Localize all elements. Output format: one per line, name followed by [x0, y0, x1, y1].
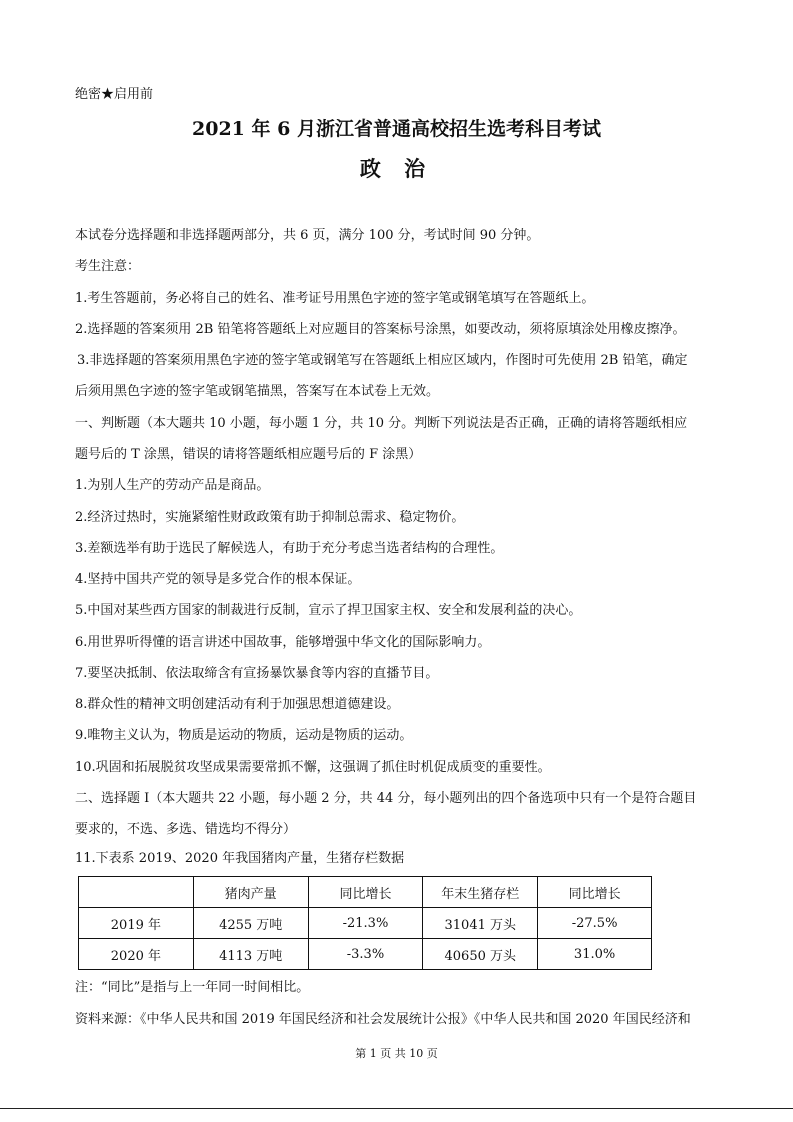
bottom-divider — [0, 1108, 793, 1109]
page-footer: 第 1 页 共 10 页 — [355, 1047, 438, 1060]
question-4: 4.坚持中国共产党的领导是多党合作的根本保证。 — [75, 572, 361, 587]
table-row — [79, 939, 652, 970]
question-7: 7.要坚决抵制、依法取缔含有宣扬暴饮暴食等内容的直播节目。 — [75, 666, 439, 681]
table-cell: 4113 万吨 — [193, 939, 308, 970]
table-cell: -3.3% — [308, 939, 423, 970]
source-text: 资料来源：《中华人民共和国 2019 年国民经济和社会发展统计公报》《中华人民共和国 2020 年国民经济和 — [75, 1012, 691, 1027]
section1-heading: 一、判断题（本大题共 10 小题，每小题 1 分，共 10 分。判断下列说法是否正确，正确的请将答题纸相应 — [75, 416, 688, 431]
pork-data-table — [78, 876, 652, 970]
table-header-cell: 年末生猪存栏 — [423, 877, 538, 908]
table-header-cell: 同比增长 — [308, 877, 423, 908]
table-cell: 31041 万头 — [423, 908, 538, 939]
question-11-stem: 11.下表系 2019、2020 年我国猪肉产量，生猪存栏数据 — [75, 851, 405, 866]
table-cell: 31.0% — [538, 939, 652, 970]
table-header-row — [79, 877, 652, 908]
question-6: 6.用世界听得懂的语言讲述中国故事，能够增强中华文化的国际影响力。 — [75, 635, 491, 650]
question-1: 1.为别人生产的劳动产品是商品。 — [75, 478, 270, 493]
secret-label: 绝密★启用前 — [75, 87, 154, 102]
question-9: 9.唯物主义认为，物质是运动的物质，运动是物质的运动。 — [75, 728, 413, 743]
notice-heading: 考生注意： — [75, 259, 141, 274]
intro-text: 本试卷分选择题和非选择题两部分，共 6 页，满分 100 分，考试时间 90 分钟。 — [75, 228, 540, 243]
section2-heading: 二、选择题 I（本大题共 22 小题，每小题 2 分，共 44 分，每小题列出的四个备选项中只有一个是符合题目 — [75, 791, 697, 806]
notice-item: 3.非选择题的答案须用黑色字迹的签字笔或钢笔写在答题纸上相应区域内，作图时可先使用 2B 铅笔，确定 — [77, 353, 688, 368]
table-note: 注：“同比”是指与上一年同一时间相比。 — [75, 980, 310, 995]
table-cell: 2020 年 — [79, 939, 194, 970]
table-cell: 2019 年 — [79, 908, 194, 939]
notice-item: 2.选择题的答案须用 2B 铅笔将答题纸上对应题目的答案标号涂黑，如要改动，须将原填涂处用橡皮擦净。 — [75, 322, 686, 337]
table-header-cell: 猪肉产量 — [193, 877, 308, 908]
section1-heading: 题号后的 T 涂黑，错误的请将答题纸相应题号后的 F 涂黑） — [75, 447, 422, 462]
subject-title: 政 治 — [359, 156, 434, 181]
table-row — [79, 908, 652, 939]
notice-item: 1.考生答题前，务必将自己的姓名、准考证号用黑色字迹的签字笔或钢笔填写在答题纸上。 — [75, 291, 595, 306]
question-8: 8.群众性的精神文明创建活动有利于加强思想道德建设。 — [75, 697, 400, 712]
table-header-cell: 同比增长 — [538, 877, 652, 908]
section2-heading: 要求的，不选、多选、错选均不得分） — [75, 822, 297, 837]
question-10: 10.巩固和拓展脱贫攻坚成果需要常抓不懈，这强调了抓住时机促成质变的重要性。 — [75, 760, 551, 775]
question-5: 5.中国对某些西方国家的制裁进行反制，宣示了捍卫国家主权、安全和发展利益的决心。 — [75, 603, 582, 618]
question-3: 3.差额选举有助于选民了解候选人，有助于充分考虑当选者结构的合理性。 — [75, 541, 504, 556]
table-cell: -21.3% — [308, 908, 423, 939]
notice-item: 后须用黑色字迹的签字笔或钢笔描黑，答案写在本试卷上无效。 — [75, 384, 440, 399]
table-header-cell — [79, 877, 194, 908]
exam-title: 2021 年 6 月浙江省普通高校招生选考科目考试 — [192, 118, 601, 140]
table-cell: 40650 万头 — [423, 939, 538, 970]
question-2: 2.经济过热时，实施紧缩性财政政策有助于抑制总需求、稳定物价。 — [75, 510, 465, 525]
table-cell: 4255 万吨 — [193, 908, 308, 939]
table-cell: -27.5% — [538, 908, 652, 939]
